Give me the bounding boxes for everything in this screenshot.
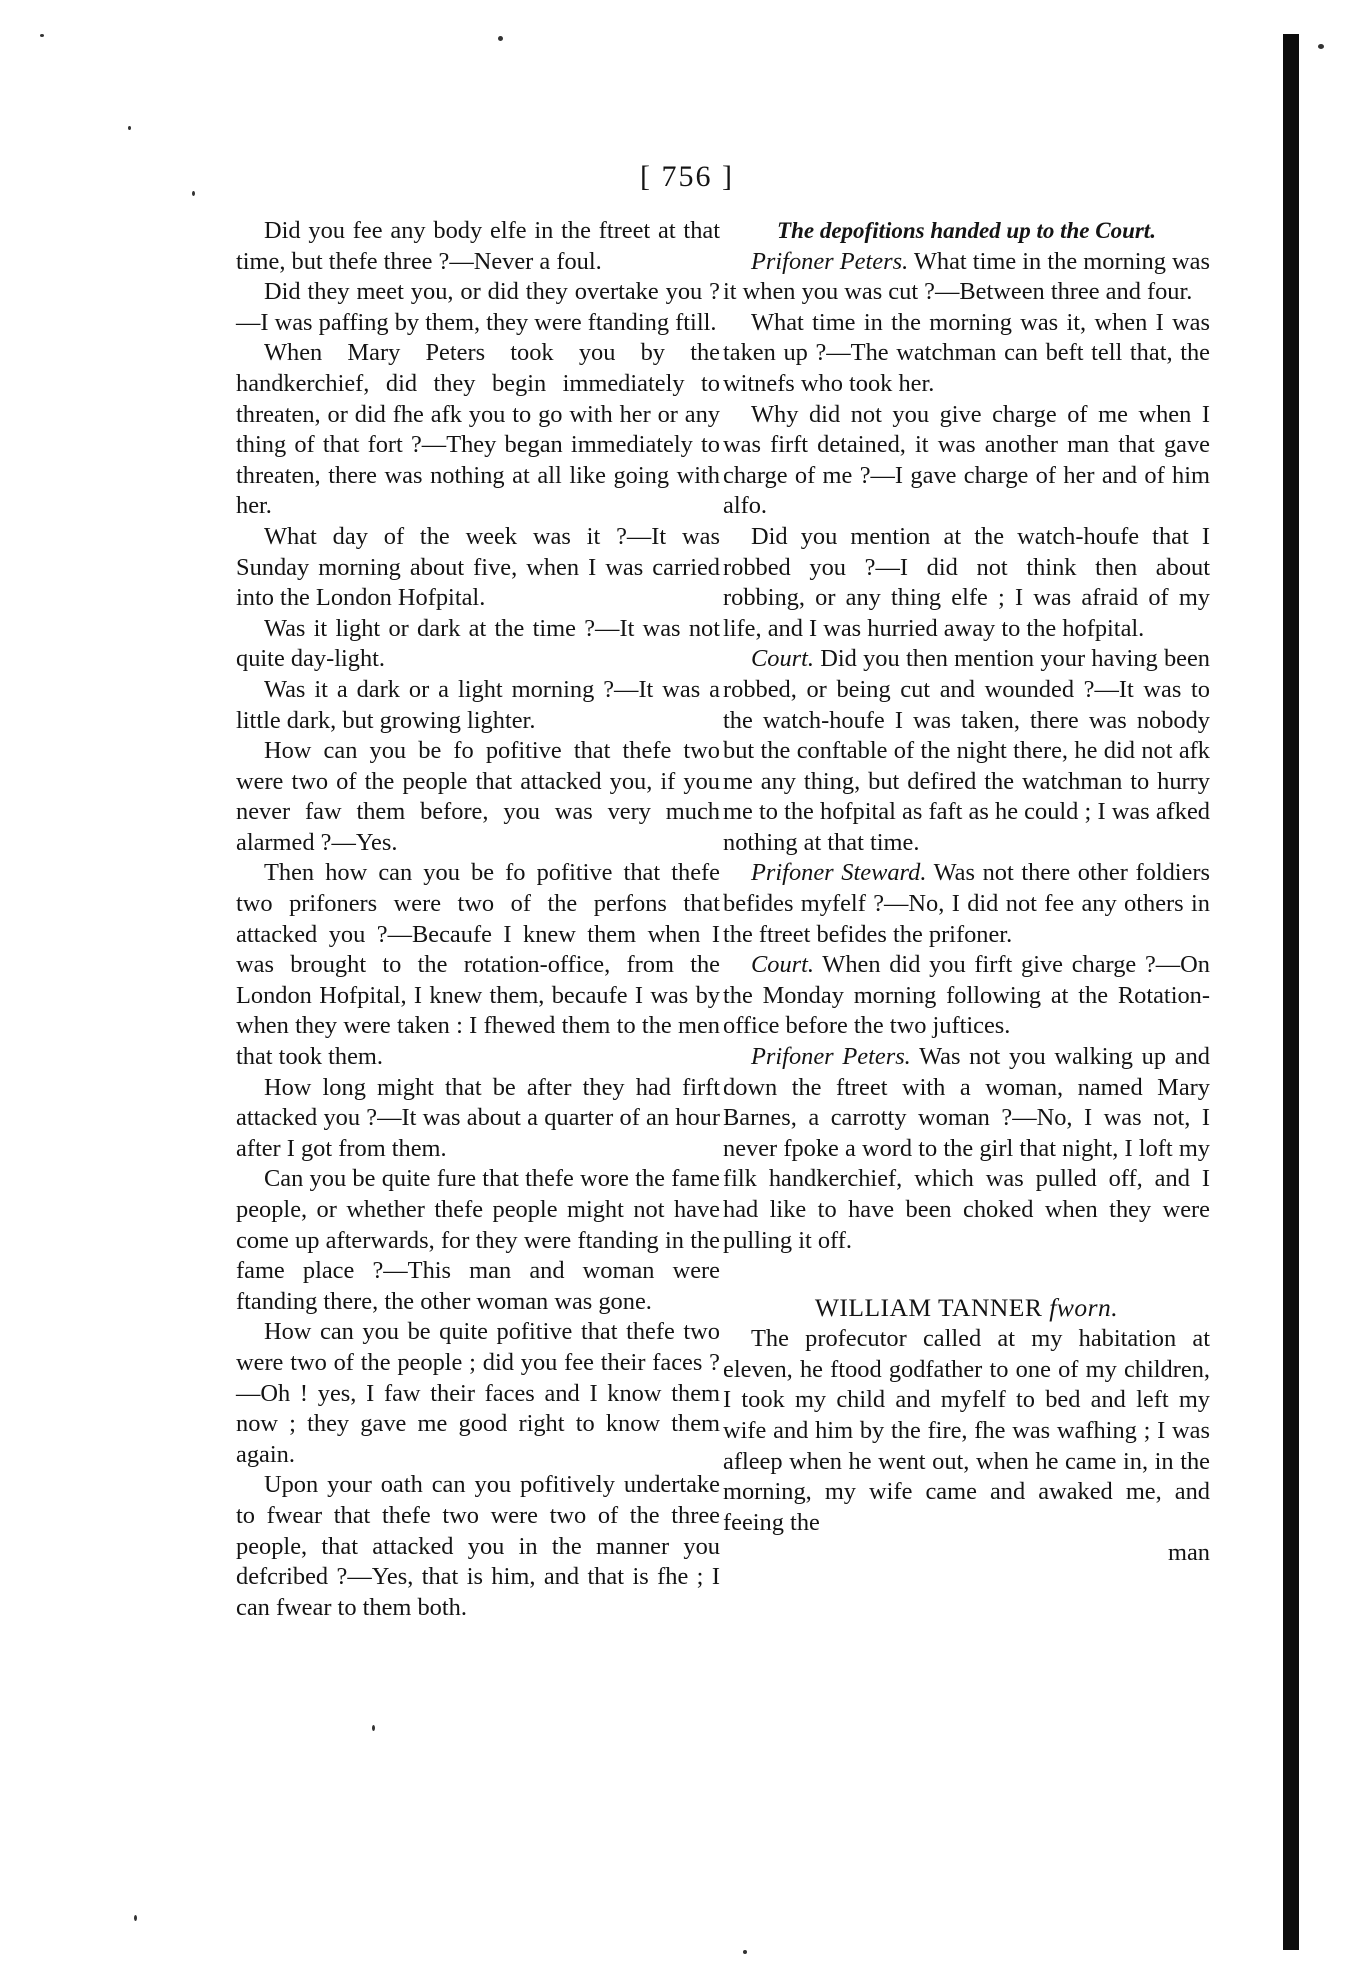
left-paragraph: When Mary Peters took you by the handkerchief, did they begin immediately to threaten, or did fhe afk you to go with her or any thing of that fort ?—They began immediately to threaten, there was nothing at all like going with her. bbox=[236, 339, 720, 520]
speaker-label: Prifoner Peters. bbox=[751, 247, 909, 275]
left-paragraph: Did they meet you, or did they overtake you ?—I was paffing by them, they were ftanding ftill. bbox=[236, 278, 720, 336]
witness-status: fworn. bbox=[1049, 1293, 1119, 1323]
paragraph-text: Was not you walking up and down the ftreet with a woman, named Mary Barnes, a carrotty woman ?—No, I was not, I never fpoke a word to the girl that night, I loft my filk handkerchief, which was pulled off, and I had like to have been choked when they were pulling it off. bbox=[723, 1043, 1210, 1254]
left-paragraph: Did you fee any body elfe in the ftreet at that time, but thefe three ?—Never a foul. bbox=[236, 217, 720, 275]
ink-speck bbox=[372, 1725, 375, 1731]
right-paragraph bbox=[723, 400, 1210, 522]
right-paragraph bbox=[723, 950, 1210, 1042]
left-paragraph: Then how can you be fo pofitive that thefe two prifoners were two of the perfons that attacked you ?—Becaufe I knew them when I was brought to the rotation-office, from the London Hofpital, I knew them, becaufe I was by when they were taken : I fhewed them to the men that took them. bbox=[236, 859, 720, 1071]
witness-name: WILLIAM TANNER bbox=[814, 1293, 1043, 1323]
speaker-label: Prifoner Peters. bbox=[751, 1043, 911, 1071]
paragraph-text: What time in the morning was it, when I was taken up ?—The watchman can beft tell that, the witnefs who took her. bbox=[723, 308, 1210, 397]
ink-speck bbox=[743, 1950, 747, 1954]
left-paragraph: How can you be quite pofitive that thefe two were two of the people ; did you fee their faces ?—Oh ! yes, I faw their faces and I know them now ; they gave me good right to know them again. bbox=[236, 1318, 720, 1468]
page-binding-edge bbox=[1283, 34, 1299, 1950]
left-paragraph: Was it light or dark at the time ?—It was not quite day-light. bbox=[236, 614, 720, 673]
left-paragraph: How can you be fo pofitive that thefe two were two of the people that attacked you, if you never faw them before, you was very much alarmed ?—Yes. bbox=[236, 737, 720, 856]
paragraph-text: When did you firft give charge ?—On the Monday morning following at the Rotation-office before the two juftices. bbox=[723, 951, 1210, 1040]
paragraph-text: Did you mention at the watch-houfe that I robbed you ?—I did not think then about robbing, or any thing elfe ; I was afraid of my life, and I was hurried away to the hofpital. bbox=[723, 522, 1210, 642]
depositions-heading: The depofitions handed up to the Court. bbox=[777, 218, 1156, 243]
right-paragraph bbox=[723, 858, 1210, 950]
left-paragraph: What day of the week was it ?—It was Sunday morning about five, when I was carried into the London Hofpital. bbox=[236, 522, 720, 612]
ink-speck bbox=[498, 36, 503, 41]
paragraph-text: Why did not you give charge of me when I was firft detained, it was another man that gave charge of me ?—I gave charge of her and of him alfo. bbox=[723, 400, 1210, 520]
left-paragraph: Was it a dark or a light morning ?—It was a little dark, but growing lighter. bbox=[236, 675, 720, 734]
left-paragraph: How long might that be after they had firft attacked you ?—It was about a quarter of an hour after I got from them. bbox=[236, 1073, 720, 1162]
paragraph-text: What time in the morning was it when you was cut ?—Between three and four. bbox=[723, 247, 1210, 306]
left-paragraph: Upon your oath can you pofitively undertake to fwear that thefe two were two of the three people, that attacked you in the manner you defcribed ?—Yes, that is him, and that is fhe ; I can fwear to them both. bbox=[236, 1471, 720, 1621]
page-number: [ 756 ] bbox=[640, 160, 734, 193]
ink-speck bbox=[1318, 44, 1324, 49]
speaker-label: Court. bbox=[751, 645, 815, 673]
witness-testimony: The profecutor called at my habitation at eleven, he ftood godfather to one of my children, I took my child and myfelf to bed and left my wife and him by the fire, fhe was wafhing ; I was afleep when he went out, when he came in, in the morning, my wife came and awaked me, and feeing the bbox=[723, 1325, 1210, 1536]
left-paragraph: Can you be quite fure that thefe wore the fame people, or whether thefe people might not have come up afterwards, for they were ftanding in the fame place ?—This man and woman were ftanding there, the other woman was gone. bbox=[236, 1165, 720, 1315]
right-paragraph bbox=[723, 308, 1210, 400]
right-paragraph bbox=[723, 644, 1210, 858]
left-column bbox=[236, 216, 720, 1623]
ink-speck bbox=[40, 34, 44, 37]
right-paragraph bbox=[723, 247, 1210, 308]
ink-speck bbox=[134, 1915, 137, 1921]
right-column bbox=[723, 216, 1210, 1569]
speaker-label: Prifoner Steward. bbox=[751, 859, 927, 887]
speaker-label: Court. bbox=[751, 951, 815, 979]
right-paragraph bbox=[723, 522, 1210, 644]
paragraph-text: Did you then mention your having been robbed, or being cut and wounded ?—It was to the watch-houfe I was taken, there was nobody but the conftable of the night there, he did not afk me any thing, but defired the watchman to hurry me to the hofpital as faft as he could ; I was afked nothing at that time. bbox=[723, 645, 1210, 856]
ink-speck bbox=[192, 191, 195, 196]
witness-heading bbox=[723, 1292, 1210, 1324]
paragraph-text: Was not there other foldiers befides myfelf ?—No, I did not fee any others in the ftreet befides the prifoner. bbox=[723, 859, 1211, 948]
ink-speck bbox=[128, 126, 131, 130]
catchword: man bbox=[1168, 1539, 1210, 1567]
right-paragraph bbox=[723, 1042, 1210, 1256]
